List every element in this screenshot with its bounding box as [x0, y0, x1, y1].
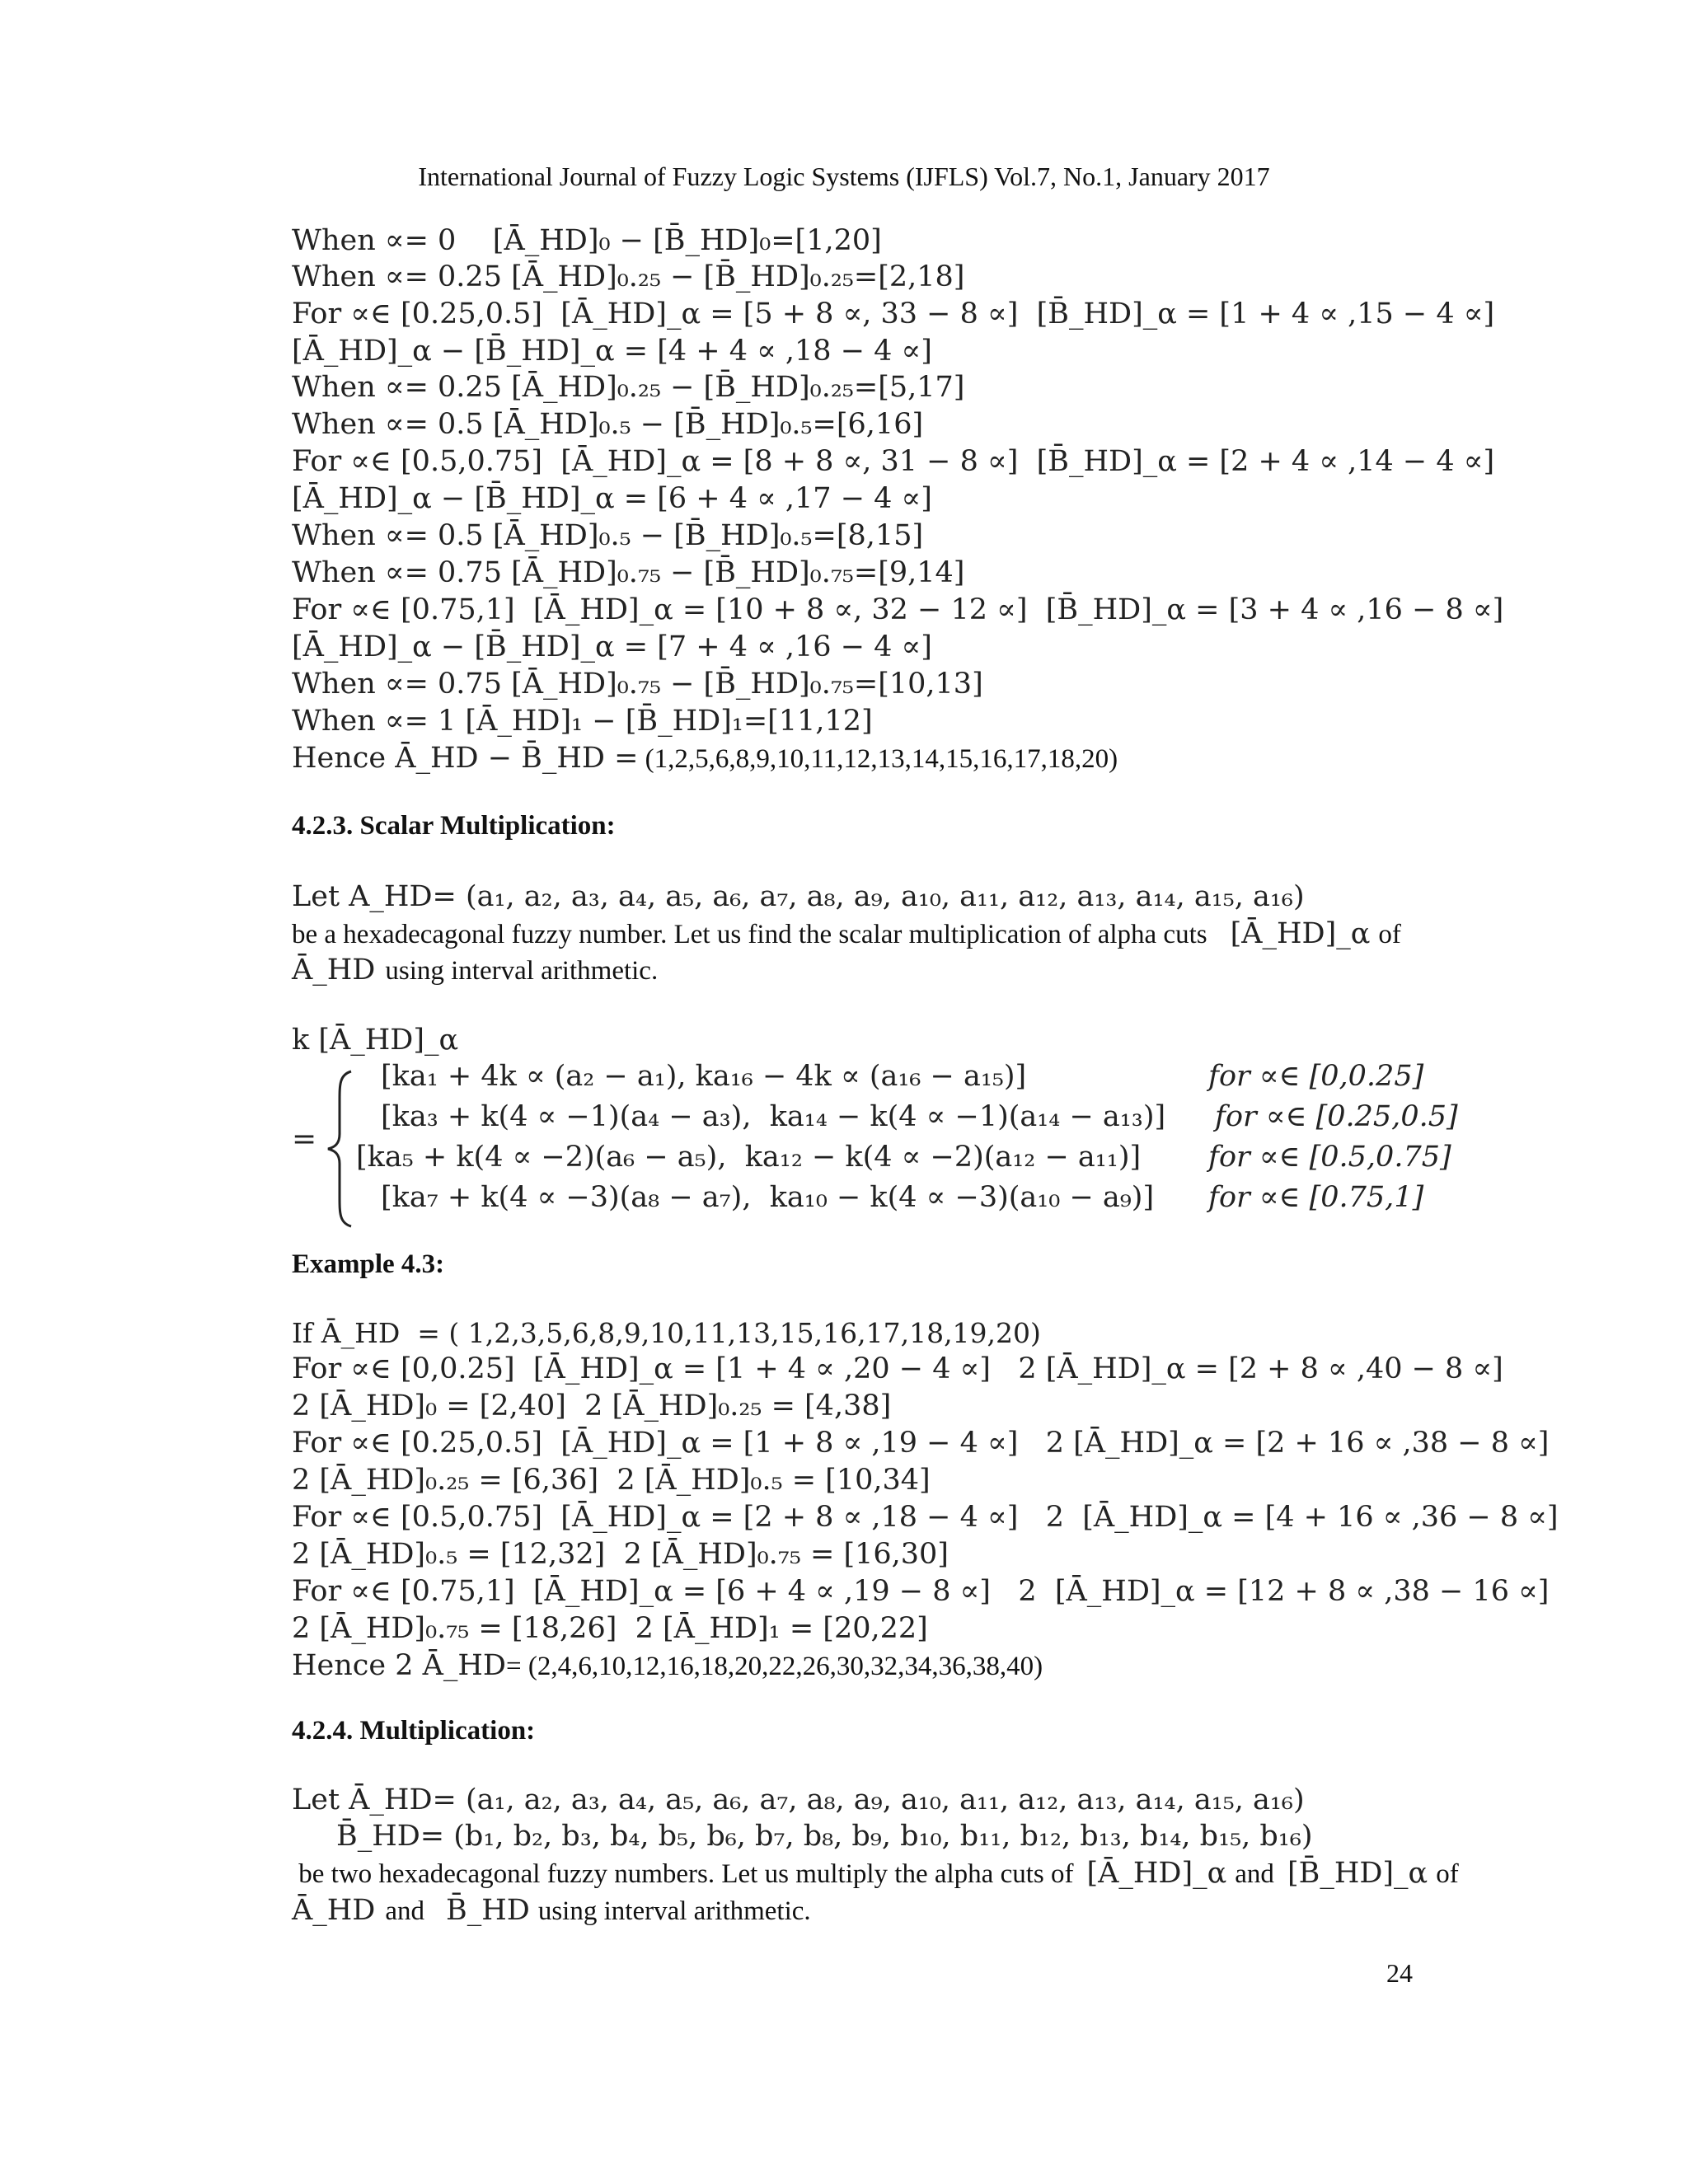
subtraction-line: For ∝∈ [0.75,1] [Ā_HD]_α = [10 + 8 ∝, 32 − 12 ∝] [B̄_HD]_α = [3 + 4 ∝ ,16 − 8 ∝]: [292, 593, 1504, 626]
alpha-cut-symbol: [Ā_HD]_α: [1230, 917, 1371, 950]
paragraph-text: of: [1378, 920, 1401, 949]
hence-subtraction: [292, 742, 1118, 775]
paragraph-text: be a hexadecagonal fuzzy number. Let us find the scalar multiplication of alpha cuts: [292, 920, 1207, 949]
paragraph-text: using interval arithmetic.: [385, 956, 659, 986]
hence-scalar: [292, 1649, 1043, 1682]
hence-label: Hence Ā_HD − B̄_HD =: [292, 742, 639, 775]
example-line: For ∝∈ [0,0.25] [Ā_HD]_α = [1 + 4 ∝ ,20 − 4 ∝] 2 [Ā_HD]_α = [2 + 8 ∝ ,40 − 8 ∝]: [292, 1352, 1503, 1385]
case-expression: [ka₅ + k(4 ∝ −2)(a₆ − a₅), ka₁₂ − k(4 ∝ −2)(a₁₂ − a₁₁)]: [356, 1141, 1142, 1174]
paragraph-text: be two hexadecagonal fuzzy numbers. Let us multiply the alpha cuts of: [292, 1859, 1074, 1889]
subtraction-line: For ∝∈ [0.25,0.5] [Ā_HD]_α = [5 + 8 ∝, 33 − 8 ∝] [B̄_HD]_α = [1 + 4 ∝ ,15 − 4 ∝]: [292, 298, 1495, 330]
hence-value: (1,2,5,6,8,9,10,11,12,13,14,15,16,17,18,20): [638, 744, 1118, 774]
example-line: 2 [Ā_HD]₀.₅ = [12,32] 2 [Ā_HD]₀.₇₅ = [16,30]: [292, 1538, 949, 1571]
paragraph-text: of: [1436, 1859, 1459, 1889]
case-expression: [ka₁ + 4k ∝ (a₂ − a₁), ka₁₆ − 4k ∝ (a₁₆ − a₁₅)]: [381, 1060, 1027, 1093]
paragraph: [292, 917, 1401, 950]
page-number: 24: [1386, 1958, 1413, 1988]
example-line: 2 [Ā_HD]₀ = [2,40] 2 [Ā_HD]₀.₂₅ = [4,38]: [292, 1390, 892, 1422]
let-line-a: Let Ā_HD= (a₁, a₂, a₃, a₄, a₅, a₆, a₇, a₈, a₉, a₁₀, a₁₁, a₁₂, a₁₃, a₁₄, a₁₅, a₁₆): [292, 1783, 1305, 1816]
subtraction-line: When ∝= 0.5 [Ā_HD]₀.₅ − [B̄_HD]₀.₅=[8,15]: [292, 519, 924, 552]
example-line: For ∝∈ [0.5,0.75] [Ā_HD]_α = [2 + 8 ∝ ,18 − 4 ∝] 2 [Ā_HD]_α = [4 + 16 ∝ ,36 − 8 ∝]: [292, 1501, 1559, 1534]
equals-sign: =: [292, 1122, 317, 1156]
subtraction-line: [Ā_HD]_α − [B̄_HD]_α = [6 + 4 ∝ ,17 − 4 ∝]: [292, 482, 932, 515]
paragraph: [292, 954, 658, 987]
journal-header: International Journal of Fuzzy Logic Systems (IJFLS) Vol.7, No.1, January 2017: [418, 162, 1270, 191]
paragraph-text: and: [1235, 1859, 1274, 1889]
case-expression: [ka₇ + k(4 ∝ −3)(a₈ − a₇), ka₁₀ − k(4 ∝ −3)(a₁₀ − a₉)]: [381, 1181, 1155, 1214]
hence-label: Hence 2 Ā_HD: [292, 1649, 506, 1682]
fuzzy-number-symbol: Ā_HD: [292, 954, 376, 987]
paragraph: [292, 1894, 811, 1927]
alpha-cut-symbol: [B̄_HD]_α: [1287, 1857, 1428, 1890]
case-condition: for ∝∈ [0.75,1]: [1208, 1181, 1424, 1214]
fuzzy-number-symbol: B̄_HD: [446, 1894, 530, 1927]
example-line: For ∝∈ [0.75,1] [Ā_HD]_α = [6 + 4 ∝ ,19 − 8 ∝] 2 [Ā_HD]_α = [12 + 8 ∝ ,38 − 16 ∝]: [292, 1575, 1550, 1608]
subtraction-line: When ∝= 0.5 [Ā_HD]₀.₅ − [B̄_HD]₀.₅=[6,16]: [292, 408, 924, 441]
paragraph: [292, 1857, 1459, 1890]
hence-value: = (2,4,6,10,12,16,18,20,22,26,30,32,34,36,38,40): [505, 1652, 1043, 1681]
subtraction-line: When ∝= 0.25 [Ā_HD]₀.₂₅ − [B̄_HD]₀.₂₅=[5,17]: [292, 371, 965, 404]
alpha-cut-symbol: [Ā_HD]_α: [1086, 1857, 1227, 1890]
subtraction-line: [Ā_HD]_α − [B̄_HD]_α = [4 + 4 ∝ ,18 − 4 ∝]: [292, 335, 932, 368]
left-brace: [323, 1068, 356, 1230]
fuzzy-number-symbol: Ā_HD: [292, 1894, 376, 1927]
subtraction-line: When ∝= 0.75 [Ā_HD]₀.₇₅ − [B̄_HD]₀.₇₅=[9,14]: [292, 556, 965, 589]
paragraph-text: using interval arithmetic.: [537, 1896, 811, 1926]
subtraction-line: [Ā_HD]_α − [B̄_HD]_α = [7 + 4 ∝ ,16 − 4 ∝]: [292, 630, 932, 663]
case-expression: [ka₃ + k(4 ∝ −1)(a₄ − a₃), ka₁₄ − k(4 ∝ −1)(a₁₄ − a₁₃)]: [381, 1100, 1166, 1133]
example-if-line: If Ā_HD = ( 1,2,3,5,6,8,9,10,11,13,15,16,17,18,19,20): [292, 1317, 1041, 1349]
subtraction-line: When ∝= 0.75 [Ā_HD]₀.₇₅ − [B̄_HD]₀.₇₅=[10,13]: [292, 668, 983, 701]
subtraction-line: For ∝∈ [0.5,0.75] [Ā_HD]_α = [8 + 8 ∝, 31 − 8 ∝] [B̄_HD]_α = [2 + 4 ∝ ,14 − 4 ∝]: [292, 445, 1495, 478]
case-condition: for ∝∈ [0.25,0.5]: [1215, 1100, 1458, 1133]
section-heading-multiplication: 4.2.4. Multiplication:: [292, 1716, 536, 1746]
k-alpha-cut-label: k [Ā_HD]_α: [292, 1024, 459, 1057]
subtraction-line: When ∝= 1 [Ā_HD]₁ − [B̄_HD]₁=[11,12]: [292, 705, 873, 738]
example-line: 2 [Ā_HD]₀.₂₅ = [6,36] 2 [Ā_HD]₀.₅ = [10,34]: [292, 1464, 931, 1497]
paragraph-text: and: [385, 1896, 425, 1926]
subtraction-line: When ∝= 0.25 [Ā_HD]₀.₂₅ − [B̄_HD]₀.₂₅=[2,18]: [292, 260, 965, 293]
example-line: 2 [Ā_HD]₀.₇₅ = [18,26] 2 [Ā_HD]₁ = [20,22]: [292, 1612, 928, 1645]
example-heading: Example 4.3:: [292, 1249, 445, 1279]
case-condition: for ∝∈ [0.5,0.75]: [1208, 1141, 1451, 1174]
subtraction-line: When ∝= 0 [Ā_HD]₀ − [B̄_HD]₀=[1,20]: [292, 224, 882, 257]
section-heading-scalar: 4.2.3. Scalar Multiplication:: [292, 811, 616, 841]
let-line: Let A_HD= (a₁, a₂, a₃, a₄, a₅, a₆, a₇, a₈, a₉, a₁₀, a₁₁, a₁₂, a₁₃, a₁₄, a₁₅, a₁₆): [292, 880, 1305, 913]
let-line-b: B̄_HD= (b₁, b₂, b₃, b₄, b₅, b₆, b₇, b₈, b₉, b₁₀, b₁₁, b₁₂, b₁₃, b₁₄, b₁₅, b₁₆): [336, 1820, 1313, 1853]
example-line: For ∝∈ [0.25,0.5] [Ā_HD]_α = [1 + 8 ∝ ,19 − 4 ∝] 2 [Ā_HD]_α = [2 + 16 ∝ ,38 − 8 ∝]: [292, 1427, 1550, 1460]
case-condition: for ∝∈ [0,0.25]: [1208, 1060, 1424, 1093]
